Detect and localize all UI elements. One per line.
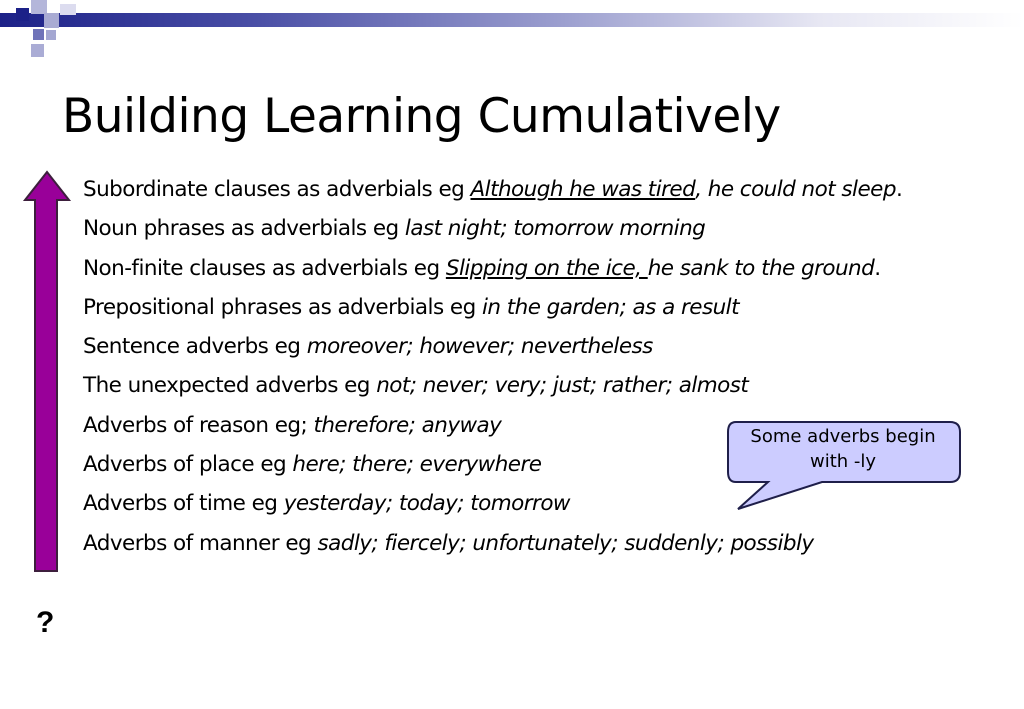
item-example: yesterday; today; tomorrow	[283, 491, 570, 517]
decor-square-4	[33, 29, 44, 40]
item-example: last night; tomorrow morning	[404, 216, 706, 242]
item-label: Non-finite clauses as adverbials eg	[83, 255, 446, 281]
callout-text	[726, 424, 960, 474]
item-example: in the garden; as a result	[481, 294, 739, 320]
item-label: Noun phrases as adverbials eg	[83, 216, 405, 242]
item-example: he sank to the ground	[647, 255, 875, 281]
item-example-underlined: Although he was tired	[470, 177, 696, 202]
decor-square-6	[31, 44, 44, 57]
decor-square-1	[16, 8, 29, 21]
item-example-underlined: Slipping on the ice,	[445, 255, 648, 281]
item-example: sadly; fiercely; unfortunately; suddenly; possibly	[317, 530, 814, 556]
decor-square-5	[46, 30, 56, 40]
item-example: therefore; anyway	[313, 412, 502, 438]
decor-square-7	[60, 4, 76, 15]
list-item	[83, 209, 902, 248]
item-tail: .	[874, 255, 881, 281]
question-mark: ?	[36, 606, 55, 639]
list-item	[83, 170, 902, 209]
item-label: Subordinate clauses as adverbials eg	[83, 177, 471, 202]
item-label: The unexpected adverbs eg	[83, 373, 377, 399]
item-example: not; never; very; just; rather; almost	[376, 373, 749, 399]
item-example: , he could not sleep	[695, 177, 896, 202]
item-example: moreover; however; nevertheless	[306, 334, 653, 360]
callout-line-1: Some adverbs begin	[750, 426, 936, 447]
item-label: Adverbs of reason eg;	[83, 412, 314, 438]
list-item	[83, 327, 902, 366]
item-label: Adverbs of place eg	[83, 452, 293, 478]
item-tail: .	[895, 177, 903, 202]
list-item	[83, 524, 902, 563]
list-item	[83, 288, 902, 327]
item-label: Adverbs of manner eg	[83, 530, 318, 556]
item-example: here; there; everywhere	[292, 452, 542, 478]
list-item	[83, 366, 902, 405]
item-label: Sentence adverbs eg	[83, 334, 307, 360]
decor-square-2	[31, 0, 47, 14]
slide-title: Building Learning Cumulatively	[62, 89, 781, 144]
item-label: Adverbs of time eg	[83, 491, 284, 517]
callout-line-2: with -ly	[809, 451, 877, 472]
list-item	[83, 249, 902, 288]
header-band	[0, 13, 1024, 27]
item-label: Prepositional phrases as adverbials eg	[83, 294, 482, 320]
up-arrow-icon	[21, 170, 73, 574]
decor-square-3	[44, 13, 59, 28]
